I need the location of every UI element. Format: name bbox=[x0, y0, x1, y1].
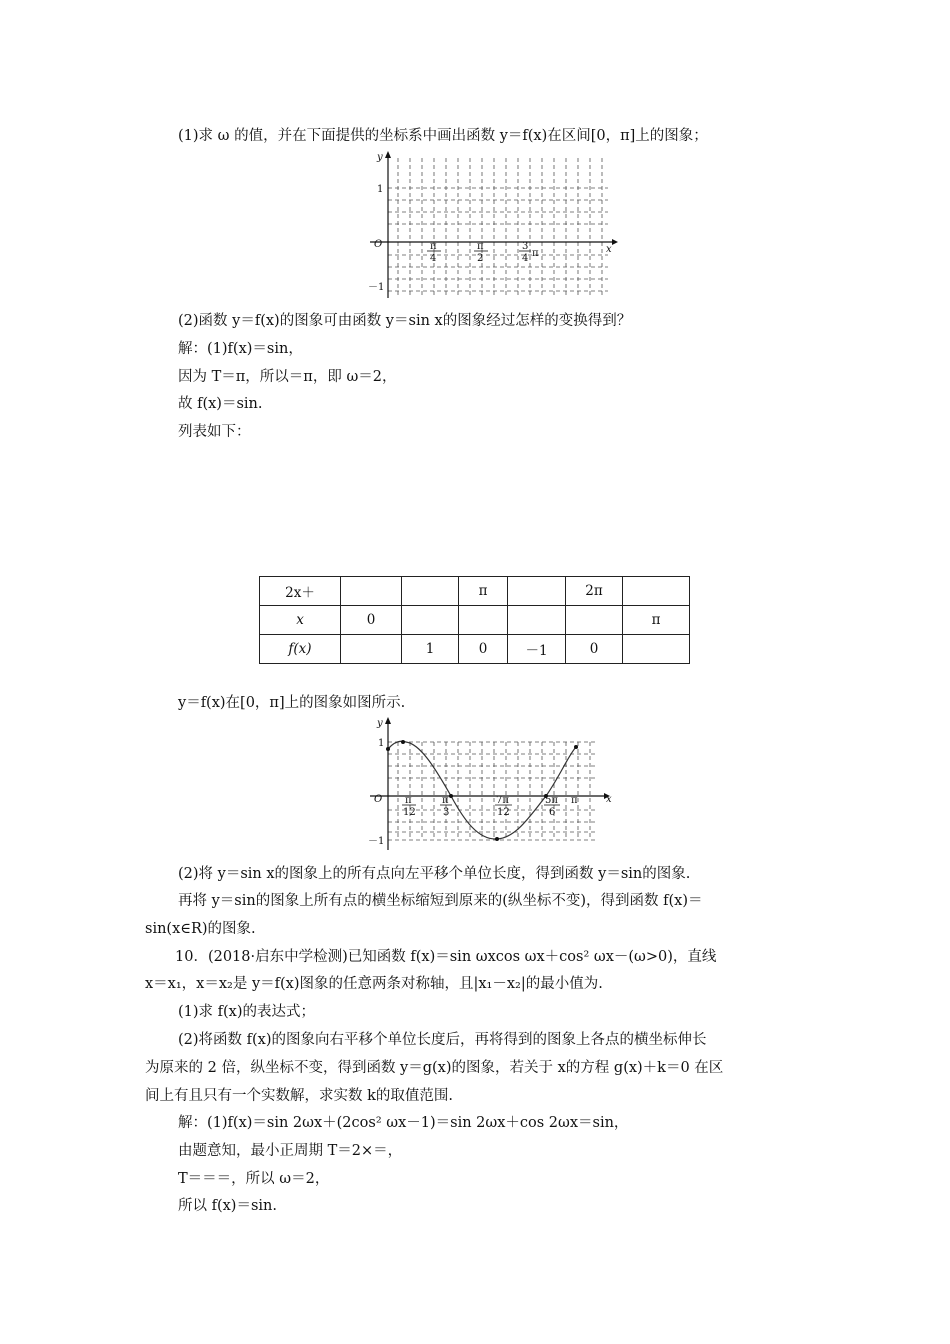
sine-curve bbox=[388, 741, 576, 839]
svg-text:6: 6 bbox=[549, 807, 556, 818]
table-cell: π bbox=[459, 577, 508, 606]
svg-text:3: 3 bbox=[443, 807, 450, 818]
x-tick-5pi-6 bbox=[544, 795, 560, 818]
solution-line-7: 再将 y＝sin的图象上所有点的横坐标缩短到原来的(纵坐标不变)，得到函数 f(x)＝ bbox=[178, 893, 703, 909]
value-table bbox=[259, 576, 690, 664]
svg-text:4: 4 bbox=[522, 253, 529, 264]
curve-point bbox=[401, 740, 405, 744]
table-cell bbox=[623, 577, 690, 606]
sine-graph bbox=[360, 716, 620, 856]
origin-label: O bbox=[374, 239, 383, 250]
table-row bbox=[260, 577, 690, 606]
table-cell bbox=[402, 577, 459, 606]
svg-text:π: π bbox=[405, 795, 412, 806]
table-cell: －1 bbox=[508, 635, 566, 664]
problem-10-line-6: 间上有且只有一个实数解，求实数 k的取值范围. bbox=[145, 1088, 454, 1104]
problem-10-line-2: x＝x₁，x＝x₂是 y＝f(x)图象的任意两条对称轴，且|x₁－x₂|的最小值为. bbox=[145, 976, 603, 992]
curve-point bbox=[386, 747, 390, 751]
origin-label: O bbox=[374, 794, 383, 805]
svg-text:3: 3 bbox=[522, 241, 529, 252]
y-axis-arrow bbox=[385, 717, 391, 724]
table-cell: π bbox=[623, 606, 690, 635]
table-cell bbox=[623, 635, 690, 664]
svg-text:5π: 5π bbox=[545, 795, 558, 806]
svg-text:12: 12 bbox=[403, 807, 416, 818]
problem-10-line-3: (1)求 f(x)的表达式； bbox=[178, 1004, 316, 1020]
solution-line-1: 解：(1)f(x)＝sin， bbox=[178, 341, 303, 357]
x-tick-pi bbox=[571, 795, 578, 806]
y-axis-arrow bbox=[385, 151, 391, 158]
table-cell: 2x＋ bbox=[260, 577, 341, 606]
table-cell bbox=[508, 606, 566, 635]
svg-text:π: π bbox=[532, 248, 539, 259]
solution-line-2: 因为 T＝π，所以＝π，即 ω＝2， bbox=[178, 369, 397, 385]
table-cell: 0 bbox=[566, 635, 623, 664]
question-part-2: (2)函数 y＝f(x)的图象可由函数 y＝sin x的图象经过怎样的变换得到？ bbox=[178, 313, 632, 329]
x-tick-pi-3 bbox=[440, 795, 452, 818]
svg-text:π: π bbox=[571, 795, 578, 806]
x-axis-arrow bbox=[612, 239, 618, 245]
y-axis-label: y bbox=[377, 718, 383, 729]
solution-line-5: y＝f(x)在[0，π]上的图象如图所示. bbox=[178, 695, 406, 711]
solution-line-6: (2)将 y＝sin x的图象上的所有点向左平移个单位长度，得到函数 y＝sin的图象. bbox=[178, 866, 691, 882]
problem-10-line-7: 解：(1)f(x)＝sin 2ωx＋(2cos² ωx－1)＝sin 2ωx＋cos 2ωx＝sin， bbox=[178, 1115, 629, 1131]
y-tick-neg1: －1 bbox=[368, 282, 385, 293]
table-cell bbox=[402, 606, 459, 635]
table-cell bbox=[566, 606, 623, 635]
x-axis-label: x bbox=[606, 244, 612, 255]
table-cell: f(x) bbox=[260, 635, 341, 664]
x-tick-7pi-12 bbox=[495, 795, 512, 818]
table-cell: x bbox=[260, 606, 341, 635]
question-part-1: (1)求 ω 的值，并在下面提供的坐标系中画出函数 y＝f(x)在区间[0，π]上的图象； bbox=[178, 128, 708, 144]
table-cell: 0 bbox=[341, 606, 402, 635]
solution-line-8: sin(x∈R)的图象. bbox=[145, 921, 256, 937]
table-cell bbox=[508, 577, 566, 606]
svg-text:12: 12 bbox=[497, 807, 510, 818]
solution-line-4: 列表如下： bbox=[178, 424, 251, 440]
y-axis-label: y bbox=[377, 152, 383, 163]
problem-10-line-1: 10．(2018·启东中学检测)已知函数 f(x)＝sin ωxcos ωx＋cos² ωx－(ω>0)，直线 bbox=[175, 949, 717, 965]
table-cell bbox=[341, 577, 402, 606]
x-tick-3pi-4 bbox=[519, 241, 539, 264]
svg-text:π: π bbox=[477, 241, 484, 252]
svg-text:2: 2 bbox=[477, 253, 484, 264]
problem-10-line-9: T＝＝＝，所以 ω＝2， bbox=[178, 1171, 330, 1187]
curve-point bbox=[449, 794, 453, 798]
x-tick-pi-4 bbox=[427, 241, 441, 264]
grid-lines bbox=[388, 742, 596, 840]
table-cell: 2π bbox=[566, 577, 623, 606]
x-axis-label: x bbox=[606, 794, 612, 805]
x-tick-pi-12 bbox=[402, 795, 416, 818]
blank-coordinate-grid bbox=[360, 150, 620, 300]
grid-lines bbox=[388, 158, 608, 295]
problem-10-line-8: 由题意知，最小正周期 T＝2×＝， bbox=[178, 1143, 403, 1159]
svg-text:π: π bbox=[430, 241, 437, 252]
y-tick-neg1: －1 bbox=[368, 836, 385, 847]
table-cell bbox=[459, 606, 508, 635]
svg-text:4: 4 bbox=[430, 253, 437, 264]
table-cell bbox=[341, 635, 402, 664]
table-cell: 1 bbox=[402, 635, 459, 664]
svg-text:π: π bbox=[442, 795, 449, 806]
table-row bbox=[260, 635, 690, 664]
curve-point bbox=[495, 837, 499, 841]
svg-text:7π: 7π bbox=[496, 795, 509, 806]
table-row bbox=[260, 606, 690, 635]
curve-point bbox=[574, 745, 578, 749]
x-tick-pi-2 bbox=[474, 241, 488, 264]
problem-10-line-10: 所以 f(x)＝sin. bbox=[178, 1198, 277, 1214]
y-tick-1: 1 bbox=[377, 184, 384, 195]
table-cell: 0 bbox=[459, 635, 508, 664]
problem-10-line-5: 为原来的 2 倍，纵坐标不变，得到函数 y＝g(x)的图象，若关于 x的方程 g(x)＋k＝0 在区 bbox=[145, 1060, 724, 1076]
problem-10-line-4: (2)将函数 f(x)的图象向右平移个单位长度后，再将得到的图象上各点的横坐标伸长 bbox=[178, 1032, 707, 1048]
y-tick-1: 1 bbox=[378, 738, 385, 749]
solution-line-3: 故 f(x)＝sin. bbox=[178, 396, 263, 412]
